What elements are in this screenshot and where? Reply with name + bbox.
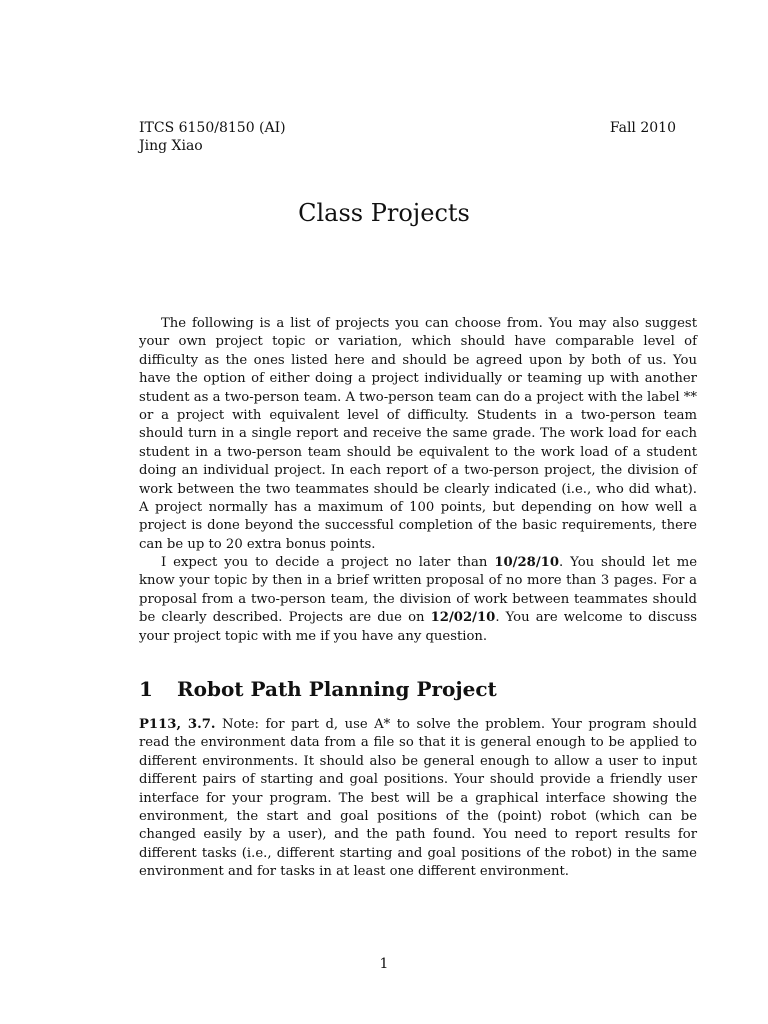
intro-paragraph-1-text: The following is a list of projects you can choose from. You may also suggest your own project topic or variation, which should have comparable level of difficulty as the ones listed here and should be agreed upon by both of us. You have the option of either doing a project individually or teaming up with another student as a two-person team. A two-person team can do a project with the label ** or a project with equivalent level of difficulty. Students in a two-person team should turn in a single report and receive the same grade. The work load for each student in a two-person team should be equivalent to the work load of a student doing an individual project. In each report of a two-person project, the division of work between the two teammates should be clearly indicated (i.e., who did what). A project normally has a maximum of 100 points, but depending on how well a project is done beyond the successful completion of the basic requirements, there can be up to 20 extra bonus points. — [139, 316, 697, 552]
section-1-number: 1 — [139, 677, 153, 701]
intro-paragraph-2-part-c: . You are welcome to discuss your project topic with me if you have any question. — [139, 610, 697, 644]
due-date: 12/02/10 — [430, 610, 496, 626]
section-1-text: Note: for part d, use A* to solve the problem. Your program should read the environment data from a file so that it is general enough to be applied to different environments. It should also be general enough to allow a user to input different pairs of starting and goal positions. Your should provide a friendly user interface for your program. The best will be a graphical interface showing the environment, the start and goal positions of the (point) robot (which can be changed easily by a user), and the path found. You need to report results for different tasks (i.e., different starting and goal positions of the robot) in the same environment and for tasks in at least one different environment. — [139, 717, 697, 880]
intro-paragraph-2-text — [139, 554, 697, 646]
decide-date: 10/28/10 — [494, 555, 560, 570]
term-label: Fall 2010 — [609, 120, 676, 136]
intro-paragraph-2-part-a: I expect you to decide a project no later than — [161, 555, 495, 570]
document-header-left — [139, 119, 286, 155]
section-1-paragraph — [139, 716, 697, 882]
section-1-body — [139, 716, 697, 882]
intro-paragraph-1 — [139, 315, 697, 554]
instructor-name: Jing Xiao — [139, 138, 203, 154]
section-1-reference: P113, 3.7. — [139, 717, 216, 732]
course-title: ITCS 6150/8150 (AI) — [139, 120, 286, 136]
page-number: 1 — [379, 956, 389, 972]
section-1-title: Robot Path Planning Project — [177, 677, 497, 701]
intro-paragraph-2 — [139, 554, 697, 646]
document-title: Class Projects — [298, 199, 470, 227]
intro-paragraph-2-part-b: . You should let me know your topic by then in a brief written proposal of no more than 3 pages. For a proposal from a two-person team, the division of work between teammates should be clearly described. Projects are due on — [139, 555, 698, 626]
section-1-heading — [139, 676, 497, 702]
